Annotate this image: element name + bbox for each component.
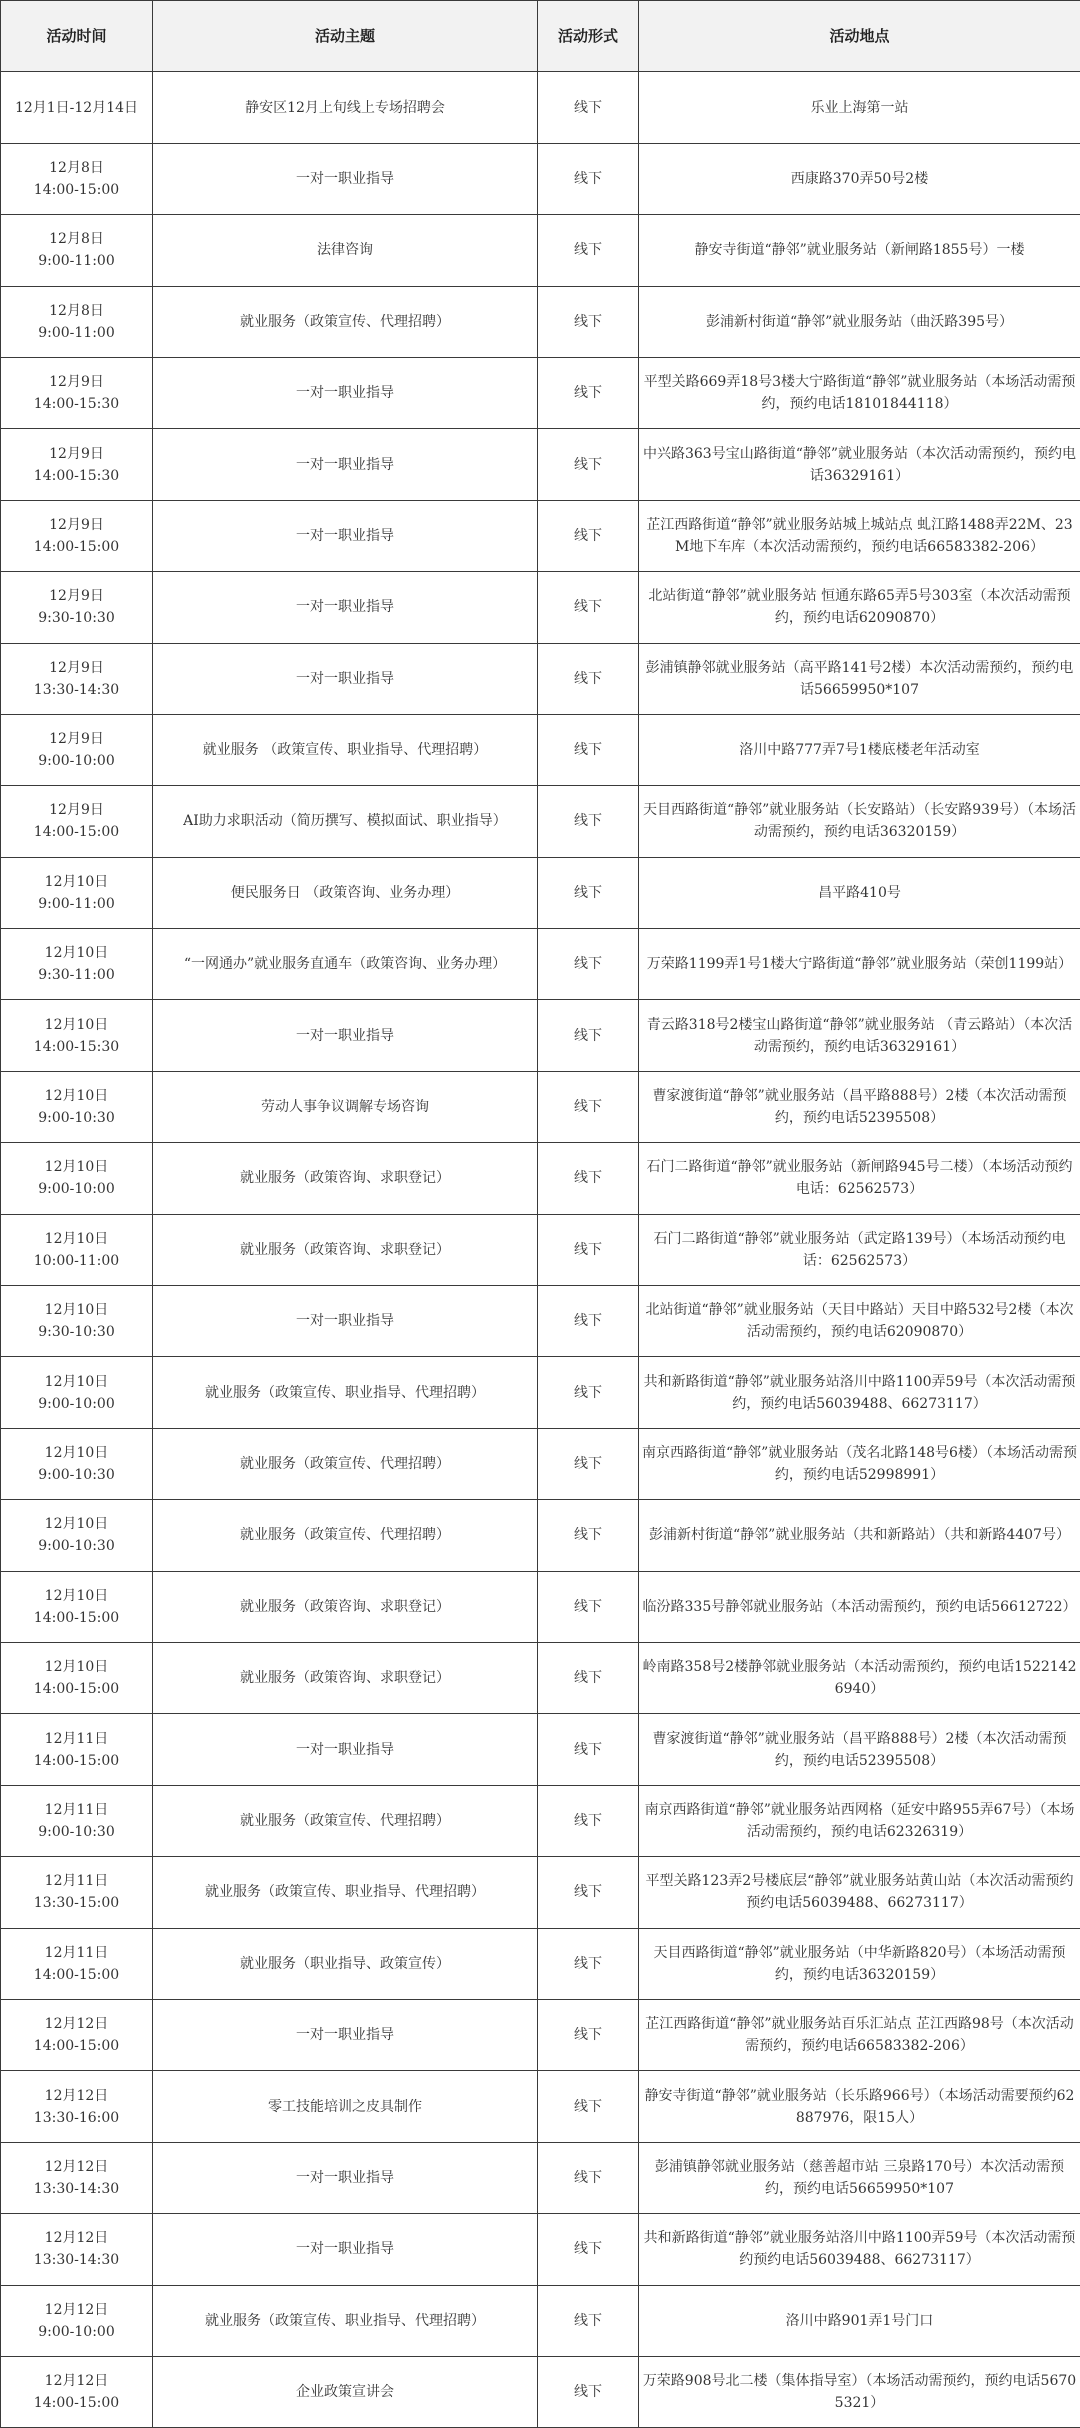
- activity-format-cell: 线下: [538, 215, 639, 286]
- activity-format-cell: 线下: [538, 1928, 639, 1999]
- activity-format-cell: 线下: [538, 72, 639, 143]
- activity-location-cell: 彭浦镇静邻就业服务站（高平路141号2楼）本次活动需预约，预约电话56659950*107: [639, 643, 1080, 714]
- activity-location-cell: 平型关路123弄2号楼底层“静邻”就业服务站黄山站（本次活动需预约预约电话56039488、66273117）: [639, 1857, 1080, 1928]
- table-row: [1, 857, 1080, 928]
- table-row: [1, 1857, 1080, 1928]
- activity-time-cell: [1, 2214, 153, 2285]
- activity-hours: 13:30-14:30: [3, 679, 150, 701]
- activity-topic-cell: 就业服务（政策宣传、职业指导、代理招聘）: [153, 1857, 538, 1928]
- table-body: [1, 72, 1080, 2428]
- table-row: [1, 357, 1080, 428]
- activity-format-cell: 线下: [538, 1571, 639, 1642]
- header-activity-location: 活动地点: [639, 1, 1080, 72]
- table-row: [1, 1143, 1080, 1214]
- activity-time-cell: [1, 429, 153, 500]
- activity-hours: 14:00-15:00: [3, 2392, 150, 2414]
- activity-hours: 14:00-15:00: [3, 2035, 150, 2057]
- activity-topic-cell: 一对一职业指导: [153, 500, 538, 571]
- activity-date: 12月10日: [3, 1156, 150, 1178]
- activity-format-cell: 线下: [538, 500, 639, 571]
- activity-date: 12月11日: [3, 1870, 150, 1892]
- activity-topic-cell: 就业服务（政策宣传、代理招聘）: [153, 1500, 538, 1571]
- activity-format-cell: 线下: [538, 1714, 639, 1785]
- activity-date: 12月8日: [3, 228, 150, 250]
- activity-time-cell: [1, 1214, 153, 1285]
- activity-topic-cell: 就业服务 （政策宣传、职业指导、代理招聘）: [153, 714, 538, 785]
- activity-format-cell: 线下: [538, 1071, 639, 1142]
- activity-topic-cell: 一对一职业指导: [153, 1999, 538, 2070]
- activity-date: 12月10日: [3, 871, 150, 893]
- activity-topic-cell: AI助力求职活动（简历撰写、模拟面试、职业指导）: [153, 786, 538, 857]
- activity-hours: 9:00-11:00: [3, 322, 150, 344]
- activity-date: 12月11日: [3, 1728, 150, 1750]
- activity-date: 12月10日: [3, 1085, 150, 1107]
- activity-location-cell: 西康路370弄50号2楼: [639, 143, 1080, 214]
- activity-format-cell: 线下: [538, 1999, 639, 2070]
- table-row: [1, 786, 1080, 857]
- activity-format-cell: 线下: [538, 1428, 639, 1499]
- activity-date: 12月10日: [3, 1371, 150, 1393]
- activity-topic-cell: 一对一职业指导: [153, 429, 538, 500]
- activity-date: 12月8日: [3, 157, 150, 179]
- activity-time-cell: [1, 1500, 153, 1571]
- activity-time-cell: [1, 1857, 153, 1928]
- activity-format-cell: 线下: [538, 2142, 639, 2213]
- activity-date: 12月8日: [3, 300, 150, 322]
- activity-date: 12月9日: [3, 799, 150, 821]
- activity-format-cell: 线下: [538, 857, 639, 928]
- table-row: [1, 643, 1080, 714]
- header-activity-topic: 活动主题: [153, 1, 538, 72]
- activity-time-cell: [1, 1000, 153, 1071]
- activity-time-cell: [1, 500, 153, 571]
- activity-location-cell: 万荣路908号北二楼（集体指导室）（本场活动需预约，预约电话56705321）: [639, 2356, 1080, 2427]
- activity-hours: 9:30-10:30: [3, 1321, 150, 1343]
- activity-time-cell: [1, 1357, 153, 1428]
- activity-hours: 13:30-15:00: [3, 1892, 150, 1914]
- activity-location-cell: 南京西路街道“静邻”就业服务站西网格（延安中路955弄67号）（本场活动需预约，预约电话62326319）: [639, 1785, 1080, 1856]
- activity-hours: 14:00-15:00: [3, 1607, 150, 1629]
- activity-topic-cell: 一对一职业指导: [153, 2214, 538, 2285]
- activity-hours: 9:00-11:00: [3, 250, 150, 272]
- activity-time-cell: [1, 1571, 153, 1642]
- activity-topic-cell: 就业服务（政策咨询、求职登记）: [153, 1214, 538, 1285]
- activity-date: 12月10日: [3, 1442, 150, 1464]
- activity-date: 12月12日: [3, 2085, 150, 2107]
- activity-topic-cell: 就业服务（政策宣传、代理招聘）: [153, 286, 538, 357]
- activity-format-cell: 线下: [538, 929, 639, 1000]
- activity-date: 12月11日: [3, 1799, 150, 1821]
- activity-location-cell: 洛川中路901弄1号门口: [639, 2285, 1080, 2356]
- activity-location-cell: 北站街道“静邻”就业服务站（天目中路站）天目中路532号2楼（本次活动需预约，预约电话62090870）: [639, 1286, 1080, 1357]
- activity-date: 12月11日: [3, 1942, 150, 1964]
- activity-topic-cell: 一对一职业指导: [153, 643, 538, 714]
- activity-time-cell: [1, 1642, 153, 1713]
- activity-time-cell: [1, 1928, 153, 1999]
- activity-time-cell: [1, 1143, 153, 1214]
- activity-time-cell: [1, 286, 153, 357]
- activity-format-cell: 线下: [538, 143, 639, 214]
- activity-hours: 9:00-10:00: [3, 2321, 150, 2343]
- activity-date: 12月10日: [3, 942, 150, 964]
- activity-hours: 9:00-10:00: [3, 1178, 150, 1200]
- activity-date: 12月10日: [3, 1656, 150, 1678]
- activity-location-cell: 临汾路335号静邻就业服务站（本活动需预约，预约电话56612722）: [639, 1571, 1080, 1642]
- activity-topic-cell: 一对一职业指导: [153, 1286, 538, 1357]
- activity-date: 12月12日: [3, 2227, 150, 2249]
- activity-time-cell: [1, 143, 153, 214]
- activity-time-cell: [1, 2142, 153, 2213]
- table-row: [1, 1714, 1080, 1785]
- table-row: [1, 429, 1080, 500]
- activity-location-cell: 静安寺街道“静邻”就业服务站（新闸路1855号）一楼: [639, 215, 1080, 286]
- activity-hours: 9:00-10:30: [3, 1107, 150, 1129]
- activity-topic-cell: 就业服务（政策宣传、职业指导、代理招聘）: [153, 1357, 538, 1428]
- activity-topic-cell: 就业服务（政策宣传、代理招聘）: [153, 1785, 538, 1856]
- activity-date: 12月9日: [3, 514, 150, 536]
- activity-location-cell: 彭浦新村街道“静邻”就业服务站（共和新路站）（共和新路4407号）: [639, 1500, 1080, 1571]
- activity-format-cell: 线下: [538, 1500, 639, 1571]
- table-header-row: [1, 1, 1080, 72]
- activity-location-cell: 岭南路358号2楼静邻就业服务站（本活动需预约，预约电话15221426940）: [639, 1642, 1080, 1713]
- activity-hours: 13:30-14:30: [3, 2178, 150, 2200]
- activity-time-cell: [1, 786, 153, 857]
- header-activity-format: 活动形式: [538, 1, 639, 72]
- activity-location-cell: 万荣路1199弄1号1楼大宁路街道“静邻”就业服务站（荣创1199站）: [639, 929, 1080, 1000]
- activity-location-cell: 彭浦新村街道“静邻”就业服务站（曲沃路395号）: [639, 286, 1080, 357]
- activity-hours: 14:00-15:00: [3, 1678, 150, 1700]
- table-row: [1, 714, 1080, 785]
- activity-location-cell: 洛川中路777弄7号1楼底楼老年活动室: [639, 714, 1080, 785]
- activity-location-cell: 共和新路街道“静邻”就业服务站洛川中路1100弄59号（本次活动需预约预约电话56039488、66273117）: [639, 2214, 1080, 2285]
- activity-date: 12月9日: [3, 728, 150, 750]
- activity-location-cell: 平型关路669弄18号3楼大宁路街道“静邻”就业服务站（本场活动需预约，预约电话18101844118）: [639, 357, 1080, 428]
- activity-date: 12月9日: [3, 657, 150, 679]
- activity-time-cell: [1, 1714, 153, 1785]
- activity-topic-cell: “一网通办”就业服务直通车（政策咨询、业务办理）: [153, 929, 538, 1000]
- activity-time-cell: [1, 357, 153, 428]
- activity-hours: 9:30-11:00: [3, 964, 150, 986]
- activity-hours: 9:00-10:30: [3, 1464, 150, 1486]
- activity-location-cell: 曹家渡街道“静邻”就业服务站（昌平路888号）2楼（本次活动需预约，预约电话52395508）: [639, 1071, 1080, 1142]
- activity-format-cell: 线下: [538, 286, 639, 357]
- activity-date: 12月1日-12月14日: [3, 97, 150, 119]
- activity-format-cell: 线下: [538, 1286, 639, 1357]
- activity-topic-cell: 一对一职业指导: [153, 143, 538, 214]
- activity-location-cell: 青云路318号2楼宝山路街道“静邻”就业服务站 （青云路站）（本次活动需预约，预约电话36329161）: [639, 1000, 1080, 1071]
- activity-topic-cell: 就业服务（政策咨询、求职登记）: [153, 1642, 538, 1713]
- activity-date: 12月12日: [3, 2013, 150, 2035]
- table-row: [1, 215, 1080, 286]
- activity-format-cell: 线下: [538, 1143, 639, 1214]
- activity-format-cell: 线下: [538, 714, 639, 785]
- activity-topic-cell: 就业服务（职业指导、政策宣传）: [153, 1928, 538, 1999]
- activity-location-cell: 彭浦镇静邻就业服务站（慈善超市站 三泉路170号）本次活动需预约，预约电话56659950*107: [639, 2142, 1080, 2213]
- activity-time-cell: [1, 1071, 153, 1142]
- table-row: [1, 1000, 1080, 1071]
- activity-time-cell: [1, 72, 153, 143]
- activity-date: 12月12日: [3, 2299, 150, 2321]
- activity-date: 12月10日: [3, 1228, 150, 1250]
- activity-date: 12月9日: [3, 585, 150, 607]
- activity-location-cell: 昌平路410号: [639, 857, 1080, 928]
- activity-location-cell: 中兴路363号宝山路街道“静邻”就业服务站（本次活动需预约，预约电话36329161）: [639, 429, 1080, 500]
- table-row: [1, 72, 1080, 143]
- table-row: [1, 1286, 1080, 1357]
- activity-topic-cell: 企业政策宣讲会: [153, 2356, 538, 2427]
- activity-format-cell: 线下: [538, 572, 639, 643]
- activity-topic-cell: 就业服务（政策宣传、职业指导、代理招聘）: [153, 2285, 538, 2356]
- activity-hours: 14:00-15:30: [3, 465, 150, 487]
- activity-date: 12月10日: [3, 1014, 150, 1036]
- activity-time-cell: [1, 929, 153, 1000]
- activity-location-cell: 天目西路街道“静邻”就业服务站（长安路站）（长安路939号）（本场活动需预约，预约电话36320159）: [639, 786, 1080, 857]
- table-row: [1, 1357, 1080, 1428]
- table-row: [1, 572, 1080, 643]
- activity-time-cell: [1, 857, 153, 928]
- table-row: [1, 1999, 1080, 2070]
- table-row: [1, 2071, 1080, 2142]
- activity-location-cell: 芷江西路街道“静邻”就业服务站百乐汇站点 芷江西路98号（本次活动需预约，预约电话66583382-206）: [639, 1999, 1080, 2070]
- activity-time-cell: [1, 714, 153, 785]
- activity-date: 12月10日: [3, 1585, 150, 1607]
- activity-location-cell: 南京西路街道“静邻”就业服务站（茂名北路148号6楼）（本场活动需预约，预约电话52998991）: [639, 1428, 1080, 1499]
- activity-topic-cell: 一对一职业指导: [153, 1000, 538, 1071]
- activity-topic-cell: 劳动人事争议调解专场咨询: [153, 1071, 538, 1142]
- activity-topic-cell: 就业服务（政策咨询、求职登记）: [153, 1143, 538, 1214]
- activity-hours: 13:30-14:30: [3, 2249, 150, 2271]
- table-row: [1, 286, 1080, 357]
- table-row: [1, 1071, 1080, 1142]
- activity-location-cell: 北站街道“静邻”就业服务站 恒通东路65弄5号303室（本次活动需预约，预约电话62090870）: [639, 572, 1080, 643]
- table-row: [1, 2214, 1080, 2285]
- activity-format-cell: 线下: [538, 1214, 639, 1285]
- activity-hours: 9:30-10:30: [3, 607, 150, 629]
- activity-location-cell: 乐业上海第一站: [639, 72, 1080, 143]
- activity-time-cell: [1, 1428, 153, 1499]
- activity-time-cell: [1, 2356, 153, 2427]
- activity-topic-cell: 一对一职业指导: [153, 2142, 538, 2213]
- activity-date: 12月10日: [3, 1299, 150, 1321]
- activity-location-cell: 芷江西路街道“静邻”就业服务站城上城站点 虬江路1488弄22M、23M地下车库（本次活动需预约，预约电话66583382-206）: [639, 500, 1080, 571]
- activity-date: 12月12日: [3, 2156, 150, 2178]
- activity-location-cell: 共和新路街道“静邻”就业服务站洛川中路1100弄59号（本次活动需预约，预约电话56039488、66273117）: [639, 1357, 1080, 1428]
- activity-topic-cell: 便民服务日 （政策咨询、业务办理）: [153, 857, 538, 928]
- activity-date: 12月10日: [3, 1513, 150, 1535]
- activity-time-cell: [1, 643, 153, 714]
- table-row: [1, 1214, 1080, 1285]
- table-row: [1, 1928, 1080, 1999]
- activity-topic-cell: 法律咨询: [153, 215, 538, 286]
- activity-location-cell: 天目西路街道“静邻”就业服务站（中华新路820号）（本场活动需预约，预约电话36320159）: [639, 1928, 1080, 1999]
- activity-hours: 14:00-15:00: [3, 536, 150, 558]
- activity-format-cell: 线下: [538, 2214, 639, 2285]
- activity-format-cell: 线下: [538, 1857, 639, 1928]
- activity-topic-cell: 一对一职业指导: [153, 572, 538, 643]
- activity-hours: 10:00-11:00: [3, 1250, 150, 1272]
- activity-format-cell: 线下: [538, 1642, 639, 1713]
- activity-topic-cell: 就业服务（政策宣传、代理招聘）: [153, 1428, 538, 1499]
- activity-topic-cell: 零工技能培训之皮具制作: [153, 2071, 538, 2142]
- activity-hours: 14:00-15:30: [3, 393, 150, 415]
- activity-time-cell: [1, 1785, 153, 1856]
- activity-time-cell: [1, 2071, 153, 2142]
- activity-date: 12月9日: [3, 371, 150, 393]
- activity-hours: 14:00-15:00: [3, 1964, 150, 1986]
- activity-format-cell: 线下: [538, 786, 639, 857]
- activity-time-cell: [1, 215, 153, 286]
- activity-format-cell: 线下: [538, 643, 639, 714]
- table-row: [1, 1500, 1080, 1571]
- activity-format-cell: 线下: [538, 429, 639, 500]
- table-row: [1, 1428, 1080, 1499]
- activity-format-cell: 线下: [538, 2071, 639, 2142]
- header-activity-time: 活动时间: [1, 1, 153, 72]
- activity-format-cell: 线下: [538, 1357, 639, 1428]
- table-row: [1, 143, 1080, 214]
- activity-hours: 9:00-10:00: [3, 750, 150, 772]
- table-row: [1, 2356, 1080, 2427]
- activity-time-cell: [1, 572, 153, 643]
- table-row: [1, 929, 1080, 1000]
- activity-hours: 9:00-11:00: [3, 893, 150, 915]
- table-row: [1, 1571, 1080, 1642]
- activity-topic-cell: 一对一职业指导: [153, 1714, 538, 1785]
- activity-format-cell: 线下: [538, 1785, 639, 1856]
- activity-topic-cell: 静安区12月上旬线上专场招聘会: [153, 72, 538, 143]
- activity-date: 12月9日: [3, 443, 150, 465]
- activity-date: 12月12日: [3, 2370, 150, 2392]
- activity-location-cell: 静安寺街道“静邻”就业服务站（长乐路966号）（本场活动需要预约62887976，限15人）: [639, 2071, 1080, 2142]
- activity-format-cell: 线下: [538, 2356, 639, 2427]
- activity-time-cell: [1, 1286, 153, 1357]
- table-row: [1, 2285, 1080, 2356]
- activity-hours: 13:30-16:00: [3, 2107, 150, 2129]
- activity-format-cell: 线下: [538, 357, 639, 428]
- activity-hours: 14:00-15:00: [3, 179, 150, 201]
- activity-hours: 9:00-10:30: [3, 1821, 150, 1843]
- activity-time-cell: [1, 1999, 153, 2070]
- table-row: [1, 1642, 1080, 1713]
- activity-hours: 14:00-15:30: [3, 1036, 150, 1058]
- activity-format-cell: 线下: [538, 1000, 639, 1071]
- table-row: [1, 1785, 1080, 1856]
- activity-location-cell: 石门二路街道“静邻”就业服务站（新闸路945号二楼）（本场活动预约电话：62562573）: [639, 1143, 1080, 1214]
- activity-format-cell: 线下: [538, 2285, 639, 2356]
- activity-hours: 14:00-15:00: [3, 1750, 150, 1772]
- activity-hours: 14:00-15:00: [3, 821, 150, 843]
- activity-topic-cell: 一对一职业指导: [153, 357, 538, 428]
- activity-location-cell: 石门二路街道“静邻”就业服务站（武定路139号）（本场活动预约电话：62562573）: [639, 1214, 1080, 1285]
- activity-time-cell: [1, 2285, 153, 2356]
- table-row: [1, 2142, 1080, 2213]
- activity-hours: 9:00-10:30: [3, 1535, 150, 1557]
- table-row: [1, 500, 1080, 571]
- activity-topic-cell: 就业服务（政策咨询、求职登记）: [153, 1571, 538, 1642]
- activity-hours: 9:00-10:00: [3, 1393, 150, 1415]
- activity-location-cell: 曹家渡街道“静邻”就业服务站（昌平路888号）2楼（本次活动需预约，预约电话52395508）: [639, 1714, 1080, 1785]
